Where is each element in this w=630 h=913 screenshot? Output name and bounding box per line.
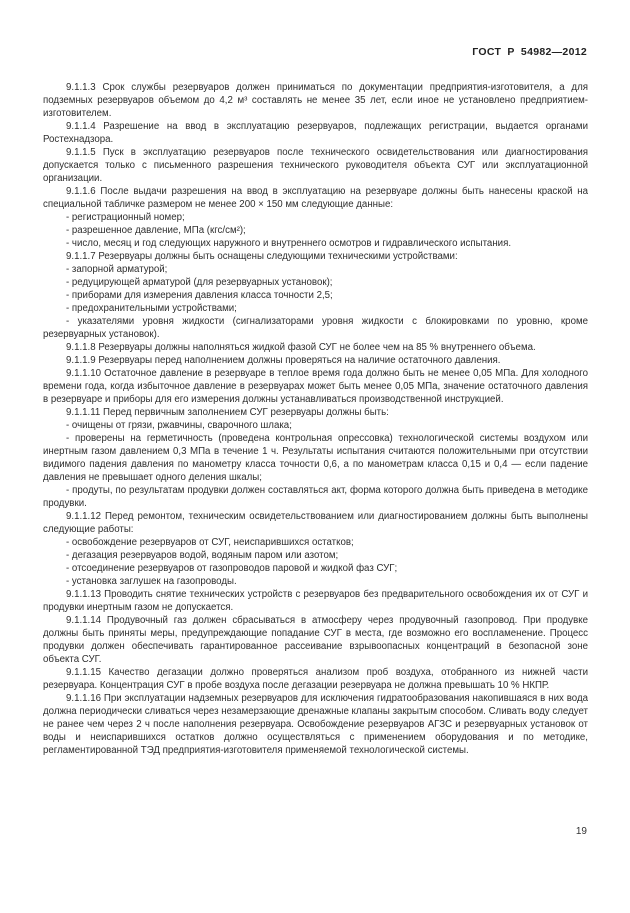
- list-item: - разрешенное давление, МПа (кгс/см²);: [66, 225, 246, 236]
- list-item: - дегазация резервуаров водой, водяным паром или азотом;: [66, 550, 339, 561]
- paragraph: 9.1.1.9 Резервуары перед наполнением должны проверяться на наличие остаточного давления.: [66, 355, 501, 366]
- paragraph: 9.1.1.13 Проводить снятие технических устройств с резервуаров без предварительного освобождения их от СУГ и продувки инертным газом не допускается.: [43, 589, 588, 613]
- paragraph: 9.1.1.16 При эксплуатации надземных резервуаров для исключения гидратообразования накопившаяся в них вода должна периодически сливаться через незамерзающие дренажные клапаны закрытым способом. Сливать воду следует не ранее чем через 2 ч после наполнения резервуара. Освобождение резервуаров АГЗС и резервуарных установок от воды и неиспарившихся остатков должно осуществляться с применением оборудования и по методике, регламентированной ТЭД предприятия-изготовителя применяемой технологической системы.: [43, 693, 588, 756]
- list-item: - продуты, по результатам продувки должен составляться акт, форма которого должна быть приведена в методике продувки.: [43, 485, 588, 509]
- paragraph: 9.1.1.5 Пуск в эксплуатацию резервуаров после технического освидетельствования или диагностирования допускается только с письменного разрешения технического руководителя объекта СУГ или эксплуатационной организации.: [43, 147, 588, 184]
- list-item: - запорной арматурой;: [66, 264, 168, 275]
- document-standard-number: ГОСТ Р 54982—2012: [472, 46, 587, 58]
- page-number: 19: [575, 826, 587, 837]
- list-item: - предохранительными устройствами;: [66, 303, 237, 314]
- list-item: - проверены на герметичность (проведена контрольная опрессовка) технологической системы воздухом или инертным газом давлением 0,3 МПа в течение 1 ч. Результаты испытания считаются положительными при отсутствии видимого падения давления по манометру класса точности 0,6, а по манометрам класса 0,15 и 0,4 — если падение давления не превышает одного деления шкалы;: [43, 433, 588, 483]
- paragraph: 9.1.1.11 Перед первичным заполнением СУГ резервуары должны быть:: [66, 407, 389, 418]
- list-item: - число, месяц и год следующих наружного и внутреннего осмотров и гидравлического испытания.: [66, 238, 512, 249]
- list-item: - редуцирующей арматурой (для резервуарных установок);: [66, 277, 333, 288]
- list-item: - очищены от грязи, ржавчины, сварочного шлака;: [66, 420, 292, 431]
- paragraph: 9.1.1.3 Срок службы резервуаров должен приниматься по документации предприятия-изготовителя, а для подземных резервуаров объемом до 4,2 м³ составлять не менее 35 лет, если иное не установлено предприятием-изготовителем.: [43, 82, 588, 119]
- list-item: - отсоединение резервуаров от газопроводов паровой и жидкой фаз СУГ;: [66, 563, 398, 574]
- list-item: - указателями уровня жидкости (сигнализаторами уровня жидкости с блокировками по уровню, кроме резервуарных установок).: [43, 316, 588, 340]
- paragraph: 9.1.1.10 Остаточное давление в резервуаре в теплое время года должно быть не менее 0,05 МПа. Для холодного времени года, когда избыточное давление в резервуарах может быть менее 0,05 МПа, значение остаточного давления в резервуаре и приборы для его измерения должны устанавливаться производственной инструкцией.: [43, 368, 588, 405]
- list-item: - освобождение резервуаров от СУГ, неиспарившихся остатков;: [66, 537, 354, 548]
- paragraph: 9.1.1.4 Разрешение на ввод в эксплуатацию резервуаров, подлежащих регистрации, выдается органами Ростехнадзора.: [43, 121, 588, 145]
- list-item: - регистрационный номер;: [66, 212, 185, 223]
- list-item: - приборами для измерения давления класса точности 2,5;: [66, 290, 333, 301]
- paragraph: 9.1.1.12 Перед ремонтом, техническим освидетельствованием или диагностированием должны быть выполнены следующие работы:: [43, 511, 588, 535]
- document-body: [43, 81, 588, 757]
- paragraph: 9.1.1.6 После выдачи разрешения на ввод в эксплуатацию на резервуаре должны быть нанесены краской на специальной табличке размером не менее 200 × 150 мм следующие данные:: [43, 186, 588, 210]
- list-item: - установка заглушек на газопроводы.: [66, 576, 237, 587]
- paragraph: 9.1.1.8 Резервуары должны наполняться жидкой фазой СУГ не более чем на 85 % внутреннего объема.: [66, 342, 536, 353]
- paragraph: 9.1.1.7 Резервуары должны быть оснащены следующими техническими устройствами:: [66, 251, 458, 262]
- paragraph: 9.1.1.14 Продувочный газ должен сбрасываться в атмосферу через продувочный газопровод. При продувке должны быть приняты меры, предупреждающие попадание СУГ в места, где возможно его воспламенение. Процесс продувки должен обеспечивать гарантированное рассеивание взрывоопасных концентраций в безопасной зоне объекта СУГ.: [43, 615, 588, 665]
- paragraph: 9.1.1.15 Качество дегазации должно проверяться анализом проб воздуха, отобранного из нижней части резервуара. Концентрация СУГ в пробе воздуха после дегазации резервуара не должна превышать 10 % НКПР.: [43, 667, 588, 691]
